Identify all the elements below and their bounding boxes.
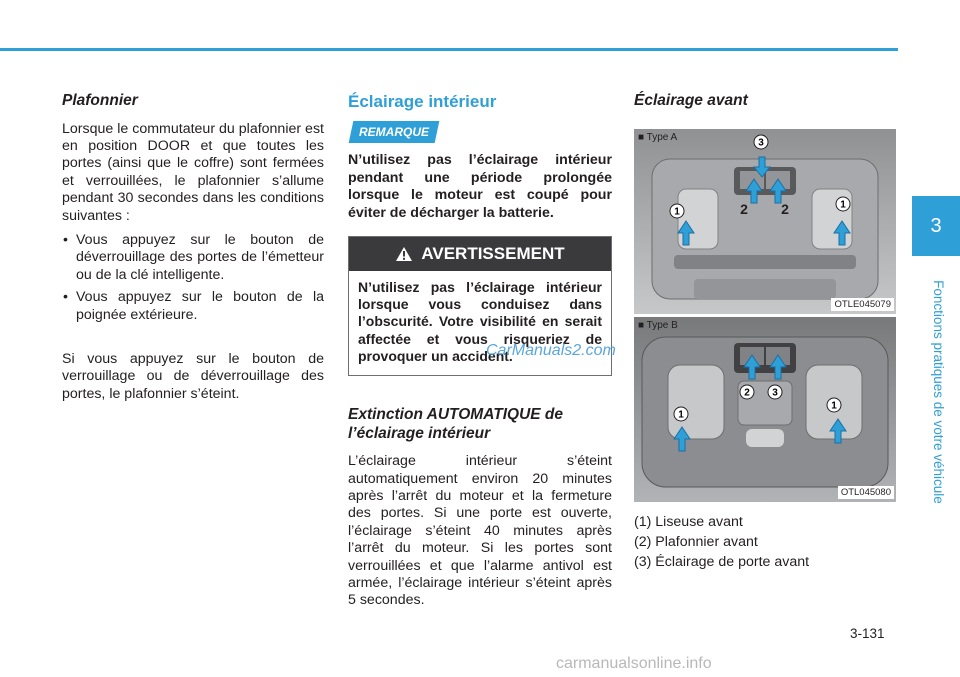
warning-triangle-icon	[395, 246, 413, 262]
remark-text: N’utilisez pas l’éclairage intérieur pendant une période prolongée lorsque le moteur est coupé pour éviter de décharger la batterie.	[348, 152, 612, 221]
figure-ref-b: OTL045080	[838, 486, 894, 499]
auto-off-body: L’éclairage intérieur s’éteint automatiquement environ 20 minutes après l’arrêt du moteur et la fermeture des portes. Si une porte est ouverte, l’éclairage s’éteint 40 minutes après l’arrêt du moteur. Si les portes sont verrouillées et que l’alarme antivol est armée, l’éclairage intérieur s’éteint après 5 secondes.	[348, 453, 612, 609]
callout-2b: 2	[781, 200, 789, 217]
legend-item: (1) Liseuse avant	[634, 513, 743, 530]
callouts-a	[634, 129, 896, 314]
column-eclairage-avant	[634, 92, 896, 575]
watermark-overlay: CarManuals2.com	[486, 342, 616, 359]
legend-item: (3) Éclairage de porte avant	[634, 554, 810, 571]
chapter-title: Fonctions pratiques de votre véhicule	[931, 280, 946, 504]
callouts-b	[634, 317, 896, 502]
list-item: • Vous appuyez sur le bouton de la poignée extérieure.	[63, 289, 324, 323]
callout-1b: 1	[831, 400, 837, 412]
figure-type-label: ■ Type B	[638, 319, 678, 331]
plafonnier-outro: Si vous appuyez sur le bouton de verrouillage ou de déverrouillage des portes, le plafonnier s’éteint.	[62, 351, 324, 402]
callout-1b: 1	[840, 199, 846, 211]
callout-1: 1	[678, 409, 684, 421]
column-plafonnier	[62, 92, 324, 403]
callout-3: 3	[772, 387, 778, 399]
legend	[634, 514, 896, 572]
warning-text: N’utilisez pas l’éclairage intérieur lorsque vous conduisez dans l’obscurité. Votre visibilité en serait affectée et vous risqueriez de provoquer un accident.	[358, 279, 602, 364]
remark-badge: REMARQUE	[349, 121, 440, 143]
plafonnier-heading: Plafonnier	[62, 92, 138, 109]
watermark: carmanualsonline.info	[556, 655, 712, 672]
callout-2: 2	[744, 387, 750, 399]
page-number: 3-131	[850, 626, 885, 641]
warning-header	[349, 237, 611, 271]
plafonnier-bullets	[62, 232, 324, 324]
figure-type-label: ■ Type A	[638, 131, 678, 143]
list-item: • Vous appuyez sur le bouton de déverrouillage des portes de l’émetteur ou de la clé intelligente.	[63, 232, 324, 283]
eclairage-avant-heading: Éclairage avant	[634, 92, 748, 109]
warning-label: AVERTISSEMENT	[421, 244, 565, 264]
callout-2: 2	[740, 200, 748, 217]
figure-type-a	[634, 129, 896, 314]
figure-ref-a: OTLE045079	[831, 298, 894, 311]
top-rule	[0, 48, 898, 51]
plafonnier-intro: Lorsque le commutateur du plafonnier est en position DOOR et que toutes les portes (ainsi que le coffre) sont fermées et verrouillées, le plafonnier s’allume pendant 30 secondes dans les conditions suivantes :	[62, 120, 324, 224]
auto-off-heading: Extinction AUTOMATIQUE de l’éclairage intérieur	[348, 406, 563, 442]
callout-1: 1	[674, 206, 680, 218]
figure-type-b	[634, 317, 896, 502]
chapter-number: 3	[930, 214, 942, 237]
legend-item: (2) Plafonnier avant	[634, 534, 758, 550]
callout-3: 3	[758, 137, 764, 149]
section-heading: Éclairage intérieur	[348, 92, 497, 111]
